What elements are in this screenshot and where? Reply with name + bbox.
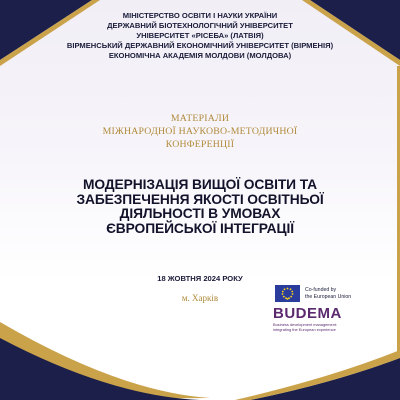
budema-logo: BUDEMA: [273, 305, 342, 322]
materials-line: КОНФЕРЕНЦІЇ: [165, 139, 235, 150]
eu-caption: [305, 287, 351, 300]
conference-title: [60, 178, 340, 236]
organization-line: МІНІСТЕРСТВО ОСВІТИ І НАУКИ УКРАЇНИ: [122, 11, 278, 20]
title-line: ЗАБЕЗПЕЧЕННЯ ЯКОСТІ ОСВІТНЬОЇ: [76, 191, 324, 207]
materials-line: МАТЕРІАЛИ: [170, 113, 230, 124]
organization-line: ВІРМЕНСЬКИЙ ДЕРЖАВНИЙ ЕКОНОМІЧНИЙ УНІВЕРСИТЕТ (ВІРМЕНІЯ): [66, 41, 334, 50]
eu-flag-icon: [275, 285, 300, 302]
title-line: ЄВРОПЕЙСЬКОЇ ІНТЕГРАЦІЇ: [106, 220, 294, 236]
title-line: МОДЕРНІЗАЦІЯ ВИЩОЇ ОСВІТИ ТА: [82, 177, 318, 192]
eu-caption-line: the European Union: [305, 293, 352, 300]
budema-logo-block: [273, 306, 393, 332]
budema-tagline-line: integrating the European experience: [273, 327, 336, 332]
eu-cofunded-logo: [275, 285, 385, 303]
organization-line: ДЕРЖАВНИЙ БІОТЕХНОЛОГІЧНИЙ УНІВЕРСИТЕТ: [107, 21, 293, 30]
organization-line: ЕКОНОМІЧНА АКАДЕМІЯ МОЛДОВИ (МОЛДОВА): [108, 51, 292, 60]
budema-tagline-line: Business development management:: [273, 322, 338, 327]
materials-heading: [70, 112, 330, 151]
conference-date: 18 ЖОВТНЯ 2024 РОКУ: [157, 274, 243, 283]
materials-line: МІЖНАРОДНОЇ НАУКОВО-МЕТОДИЧНОЇ: [102, 126, 298, 137]
conference-city: м. Харків: [181, 293, 219, 303]
organizations-block: [60, 11, 340, 61]
eu-caption-line: Co-funded by: [305, 287, 337, 293]
title-line: ДІЯЛЬНОСТІ В УМОВАХ: [119, 206, 281, 221]
organization-line: УНІВЕРСИТЕТ «РІСЕБА» (ЛАТВІЯ): [136, 31, 264, 40]
